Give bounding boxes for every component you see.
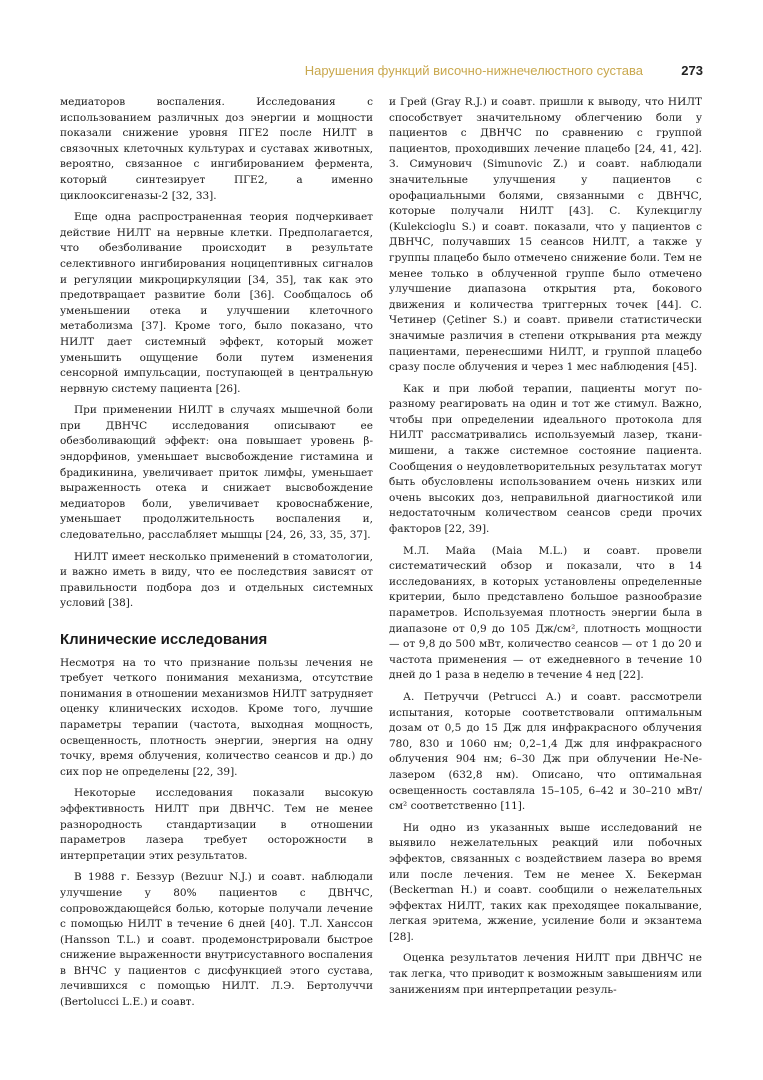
paragraph: А. Петруччи (Petrucci A.) и соавт. рассмотрели испытания, которые соответствовали оптимальным дозам от 0,5 до 15 Дж для инфракрасного облучения 780, 830 и 1060 нм; 0,2–1,4 Дж для инфракрасного облучения 904 нм; 6–30 Дж при облучении He-Ne-лазером (632,8 нм). Описано, что оптимальная освещенность составляла 15–105, 6–42 и 30–210 мВт/см² соответственно [11]. bbox=[389, 690, 702, 813]
paragraph: НИЛТ имеет несколько применений в стоматологии, и важно иметь в виду, что ее последствия зависят от правильности подбора доз и отдельных системных условий [38]. bbox=[60, 550, 373, 610]
section-heading: Клинические исследования bbox=[60, 631, 268, 648]
right-column bbox=[389, 95, 702, 1004]
paragraph: М.Л. Майа (Maia M.L.) и соавт. провели систематический обзор и показали, что в 14 исследованиях, в которых установлены определенные критерии, было представлено большое разнообразие параметров. Используемая плотность энергии была в диапазоне от 0,9 до 105 Дж/см², плотность мощности — от 9,8 до 500 мВт, количество сеансов — от 1 до 20 и частота применения — от ежедневного в течение 10 дней до 1 раза в неделю в течение 4 нед [22]. bbox=[389, 544, 702, 682]
running-header bbox=[60, 63, 703, 83]
chapter-title: Нарушения функций височно-нижнечелюстного сустава bbox=[304, 63, 643, 78]
paragraph: В 1988 г. Беззур (Bezuur N.J.) и соавт. наблюдали улучшение у 80% пациентов с ДВНЧС, сопровождающейся болью, которые получали лечение с помощью НИЛТ в течение 6 дней [40]. Т.Л. Ханссон (Hansson T.L.) и соавт. продемонстрировали быстрое снижение выраженности внутрисуставного воспаления в ВНЧС у пациентов с дисфункцией этого сустава, лечившихся с помощью НИЛТ. Л.Э. Бертолуччи (Bertolucci L.E.) и соавт. bbox=[60, 871, 373, 1009]
paragraph: медиаторов воспаления. Исследования с использованием различных доз энергии и мощности показали снижение уровня ПГЕ2 после НИЛТ в связочных клеточных культурах и суставах животных, вероятно, связанное с ингибированием фермента, который синтезирует ПГЕ2, а именно циклооксигеназы-2 [32, 33]. bbox=[60, 96, 373, 202]
paragraph: При применении НИЛТ в случаях мышечной боли при ДВНЧС исследования описывают ее обезболивающий эффект: она повышает уровень β-эндорфинов, уменьшает высвобождение гистамина и брадикинина, увеличивает приток лимфы, уменьшает выраженность отека и снижает высвобождение медиаторов боли, увеличивает кровоснабжение, уменьшает продолжительность воспаления и, следовательно, расслабляет мышцы [24, 26, 33, 35, 37]. bbox=[60, 404, 373, 542]
paragraph: и Грей (Gray R.J.) и соавт. пришли к выводу, что НИЛТ способствует значительному облегчению боли у пациентов с ДВНЧС по сравнению с группой пациентов, проходивших лечение плацебо [24, 41, 42]. З. Симунович (Simunovic Z.) и соавт. наблюдали значительные улучшения у пациентов с орофациальными болями, связанными с ДВНЧС, которые получали НИЛТ [43]. С. Кулекциглу (Kulekcioglu S.) и соавт. показали, что у пациентов с ДВНЧС, получавших 15 сеансов НИЛТ, а также у группы плацебо было отмечено снижение боли. Тем не менее только в облученной группе было отмечено улучшение диапазона открытия рта, бокового движения и количества триггерных точек [44]. С. Четинер (Çetiner S.) и соавт. привели статистически значимые различия в степени открывания рта между пациентами, перенесшими НИЛТ, и группой плацебо сразу после облучения и через 1 мес наблюдения [45]. bbox=[389, 96, 702, 374]
page-number: 273 bbox=[681, 63, 703, 78]
paragraph: Ни одно из указанных выше исследований не выявило нежелательных реакций или побочных эффектов, связанных с воздействием лазера во время или после лечения. Тем не менее Х. Бекерман (Beckerman H.) и соавт. сообщили о нежелательных эффектах НИЛТ, таких как преходящее покалывание, легкая эритема, жжение, усиление боли и экзантема [28]. bbox=[389, 821, 702, 943]
paragraph: Несмотря на то что признание пользы лечения не требует четкого понимания механизма, отсутствие понимания в отношении механизмов НИЛТ затрудняет оценку клинических исходов. Кроме того, лучшие параметры терапии (частота, выходная мощность, освещенность, плотность энергии, энергия на одну точку, время облучения, количество сеансов и др.) до сих пор не определены [22, 39]. bbox=[60, 656, 373, 778]
left-column bbox=[60, 95, 373, 1017]
paragraph: Некоторые исследования показали высокую эффективность НИЛТ при ДВНЧС. Тем не менее разнородность стандартизации в отношении параметров лазера требует осторожности в интерпретации этих результатов. bbox=[60, 787, 373, 862]
paragraph: Еще одна распространенная теория подчеркивает действие НИЛТ на нервные клетки. Предполагается, что обезболивание происходит в результате селективного ингибирования ноцицептивных сигналов и регуляции микроциркуляции [34, 35], так как это предотвращает развитие боли [36]. Сообщалось об уменьшении отека и улучшении клеточного метаболизма [37]. Кроме того, было показано, что НИЛТ дает системный эффект, который может уменьшить ощущение боли путем изменения сенсорной импульсации, поступающей в центральную нервную систему пациента [26]. bbox=[60, 211, 373, 395]
paragraph: Оценка результатов лечения НИЛТ при ДВНЧС не так легка, что приводит к возможным завышениям или занижениям при интерпретации резуль- bbox=[389, 952, 702, 996]
paragraph: Как и при любой терапии, пациенты могут по-разному реагировать на один и тот же стимул. Важно, чтобы при определении идеального протокола для НИЛТ рассматривались используемый лазер, ткани-мишени, а также системное состояние пациента. Сообщения о неудовлетворительных результатах могут быть обусловлены использованием очень низких или очень высоких доз, неправильной диагностикой или недостаточным количеством сеансов среди прочих факторов [22, 39]. bbox=[389, 382, 702, 536]
